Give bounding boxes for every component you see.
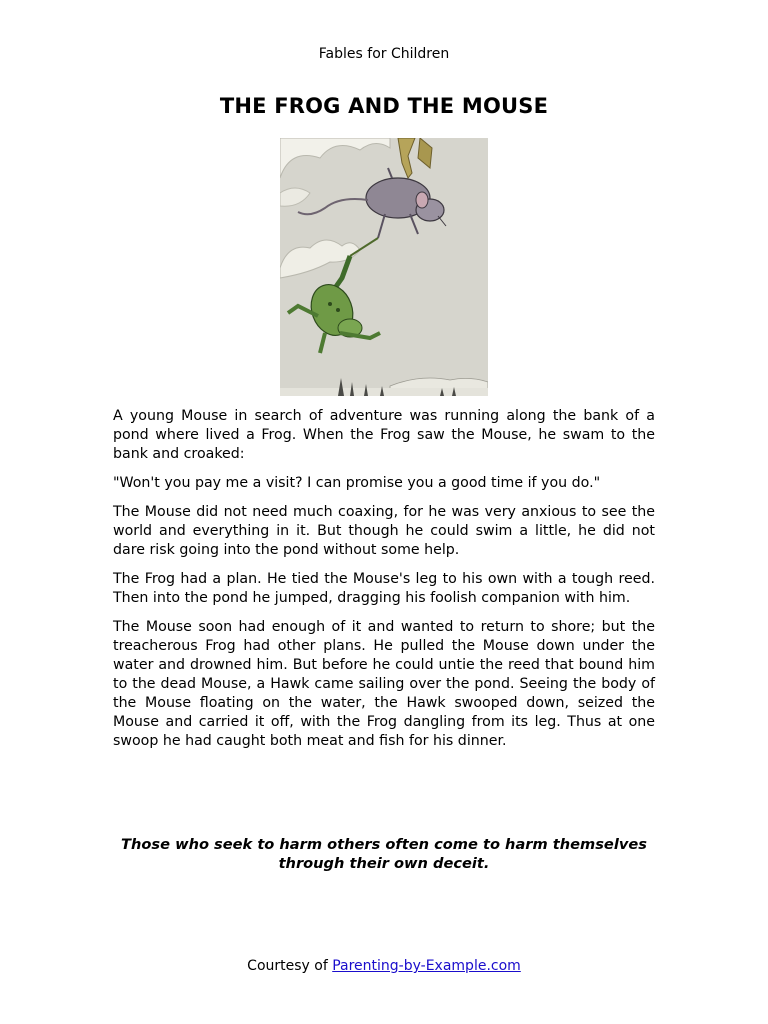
paragraph-5: The Mouse soon had enough of it and wanted to return to shore; but the treacherous Frog had other plans. He pulled the Mouse down under the water and drowned him. But before he could untie the reed that bound him to the dead Mouse, a Hawk came sailing over the pond. Seeing the body of the Mouse floating on the water, the Hawk swooped down, seized the Mouse and carried it off, with the Frog dangling from its leg. Thus at one swoop he had caught both meat and fish for his dinner.: [113, 619, 655, 749]
fable-illustration: [280, 138, 488, 396]
page-footer: [0, 958, 768, 974]
fable-moral: [100, 835, 668, 873]
moral-line-1: Those who seek to harm others often come to harm themselves: [121, 836, 647, 853]
fable-body: [113, 407, 655, 761]
paragraph-2: "Won't you pay me a visit? I can promise you a good time if you do.": [113, 475, 601, 491]
footer-prefix: Courtesy of: [247, 958, 333, 974]
paragraph-3: The Mouse did not need much coaxing, for he was very anxious to see the world and everything in it. But though he could swim a little, he did not dare risk going into the pond without some help.: [113, 504, 655, 558]
paragraph-4: The Frog had a plan. He tied the Mouse's leg to his own with a tough reed. Then into the pond he jumped, dragging his foolish companion with him.: [113, 571, 655, 606]
paragraph-1: A young Mouse in search of adventure was running along the bank of a pond where lived a Frog. When the Frog saw the Mouse, he swam to the bank and croaked:: [113, 408, 655, 462]
moral-line-2: through their own deceit.: [278, 855, 490, 872]
page-title: THE FROG AND THE MOUSE: [219, 94, 549, 118]
page-header: Fables for Children: [318, 46, 450, 62]
courtesy-link[interactable]: Parenting-by-Example.com: [332, 958, 521, 974]
